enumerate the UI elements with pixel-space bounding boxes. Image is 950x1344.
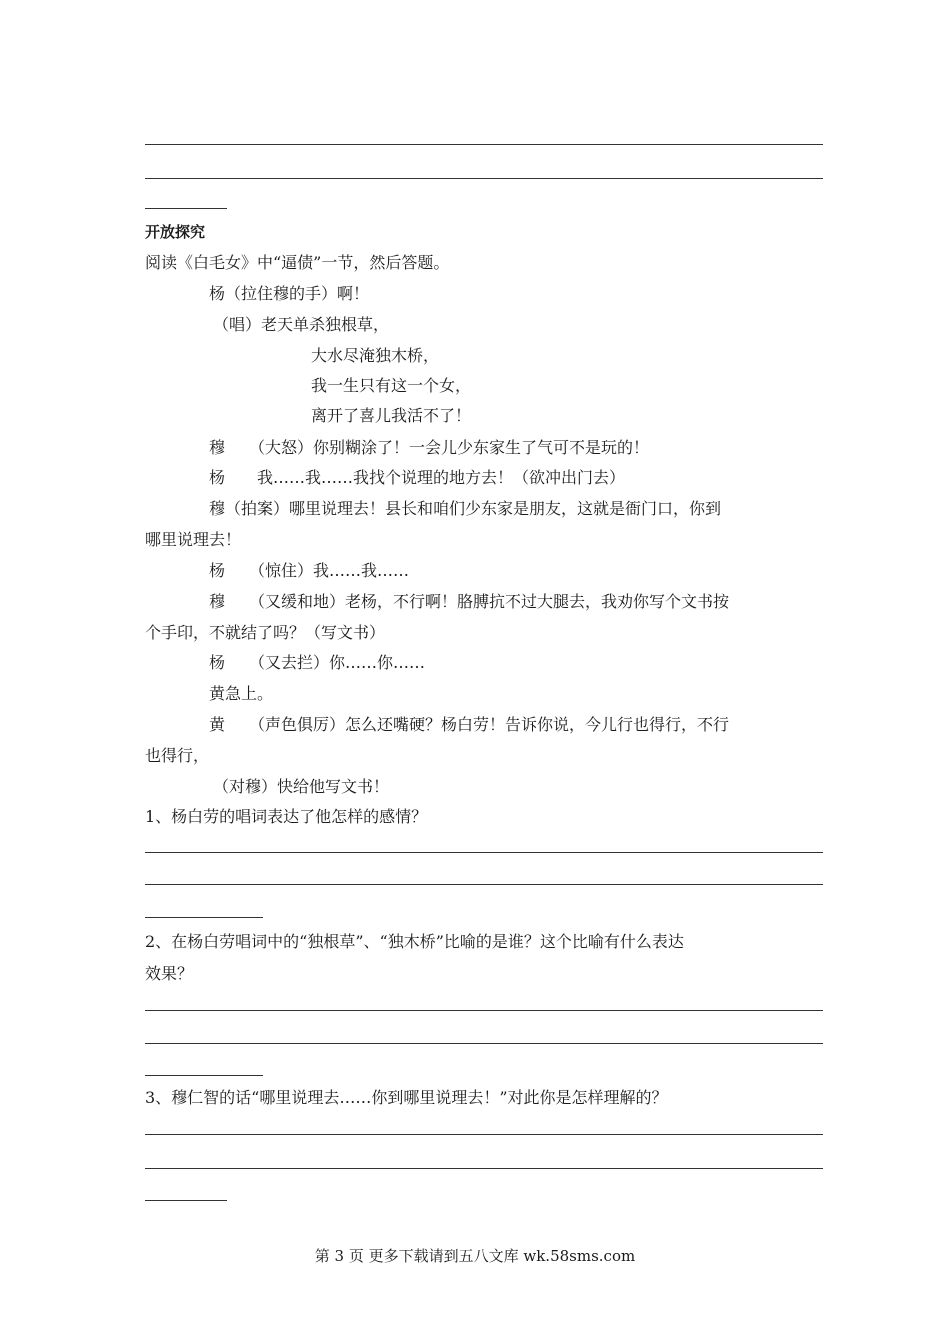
script-line: 个手印，不就结了吗？（写文书） — [145, 623, 386, 642]
question-3: 3、穆仁智的话“哪里说理去……你到哪里说理去！”对此你是怎样理解的？ — [145, 1088, 668, 1107]
script-line: 杨 （又去拦）你……你…… — [209, 653, 426, 672]
answer-line — [145, 1043, 823, 1044]
script-line: 大水尽淹独木桥， — [311, 346, 440, 365]
answer-line — [145, 1134, 823, 1135]
answer-line — [145, 852, 823, 853]
answer-line — [145, 1168, 823, 1169]
answer-line — [145, 208, 227, 209]
script-line: 穆 （大怒）你别糊涂了！一会儿少东家生了气可不是玩的！ — [209, 438, 650, 457]
script-line: 也得行， — [145, 746, 210, 765]
section-title: 开放探究 — [145, 223, 206, 241]
answer-line — [145, 1200, 227, 1201]
script-line: 哪里说理去！ — [145, 530, 242, 549]
script-line: 我一生只有这一个女， — [311, 376, 472, 395]
answer-line — [145, 1010, 823, 1011]
question-1: 1、杨白劳的唱词表达了他怎样的感情？ — [145, 807, 428, 826]
script-line: （唱）老天单杀独根草， — [213, 315, 390, 334]
script-line: 杨 （惊住）我……我…… — [209, 561, 410, 580]
answer-line — [145, 144, 823, 145]
script-line: 黄 （声色俱厉）怎么还嘴硬？杨白劳！告诉你说，今儿行也得行，不行 — [209, 715, 730, 734]
script-line: 离开了喜儿我活不了！ — [311, 406, 472, 425]
answer-line — [145, 884, 823, 885]
page-footer: 第 3 页 更多下载请到五八文库 wk.58sms.com — [314, 1247, 636, 1265]
answer-line — [145, 1075, 263, 1076]
answer-line — [145, 917, 263, 918]
question-2-cont: 效果？ — [145, 964, 194, 983]
script-line: （对穆）快给他写文书！ — [213, 777, 390, 796]
question-2: 2、在杨白劳唱词中的“独根草”、“独木桥”比喻的是谁？这个比喻有什么表达 — [145, 932, 684, 951]
script-line: 穆（拍案）哪里说理去！县长和咱们少东家是朋友，这就是衙门口，你到 — [209, 499, 722, 518]
script-line: 杨 我……我……我找个说理的地方去！（欲冲出门去） — [209, 468, 626, 487]
script-line: 杨（拉住穆的手）啊！ — [209, 284, 370, 303]
answer-line — [145, 178, 823, 179]
script-line: 黄急上。 — [209, 684, 274, 703]
intro-text: 阅读《白毛女》中“逼债”一节，然后答题。 — [145, 253, 450, 272]
script-line: 穆 （又缓和地）老杨，不行啊！胳膊抗不过大腿去，我劝你写个文书按 — [209, 592, 730, 611]
